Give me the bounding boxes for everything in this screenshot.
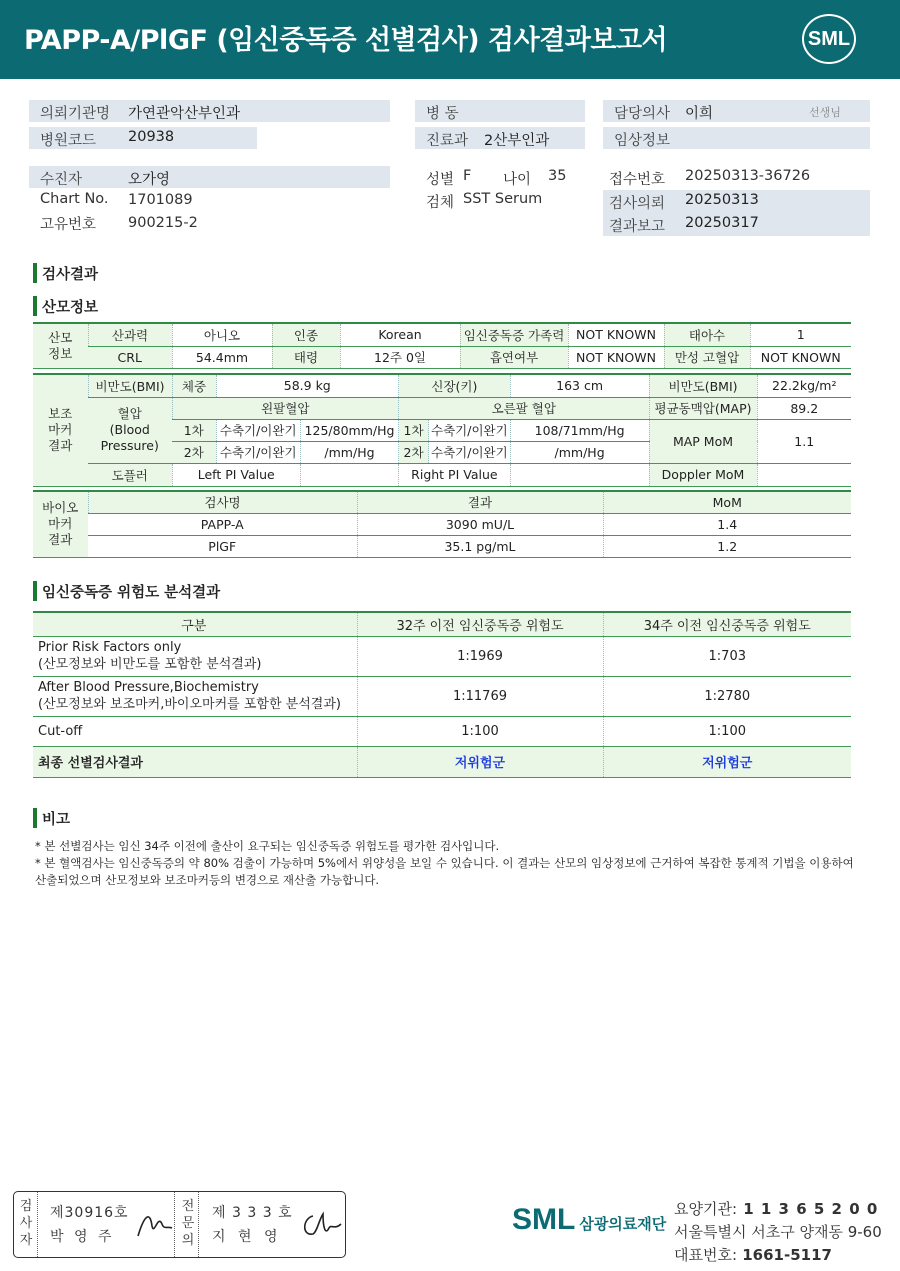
right-pi-label: Right PI Value — [399, 463, 511, 486]
final-result-row — [33, 746, 851, 777]
examiner-name: 박 영 주 — [50, 1229, 115, 1245]
bio-header-result: 결과 — [357, 491, 603, 513]
specialist-label: 전 문 의 — [181, 1199, 195, 1248]
footer-logo — [512, 1203, 666, 1237]
bmi-value: 22.2kg/m² — [757, 374, 851, 397]
htn-value: NOT KNOWN — [750, 346, 851, 368]
chart-value: 1701089 — [128, 192, 193, 208]
doppler-label: 도플러 — [88, 463, 172, 486]
risk-32-value: 1:1969 — [357, 636, 603, 676]
dept-value: 2산부인과 — [484, 133, 550, 149]
table-row — [33, 513, 851, 535]
doppler-mom-value — [757, 463, 851, 486]
final-result-label: 최종 선별검사결과 — [33, 746, 357, 777]
map-mom-label: MAP MoM — [649, 419, 757, 463]
aux-marker-table — [33, 373, 851, 487]
patient-value: 오가영 — [128, 172, 171, 188]
left-arm-label: 왼팔혈압 — [172, 397, 399, 419]
bio-mom: 1.2 — [603, 535, 851, 557]
crl-label: CRL — [88, 346, 172, 368]
sex-label: 성별 — [426, 172, 455, 188]
family-history-value: NOT KNOWN — [568, 323, 664, 346]
parity-value: 아니오 — [172, 323, 272, 346]
dept-label: 진료과 — [426, 133, 469, 149]
ga-value: 12주 0일 — [340, 346, 460, 368]
specialist-signature — [299, 1206, 343, 1242]
section-results: 검사결과 — [33, 263, 98, 283]
unique-value: 900215-2 — [128, 215, 198, 231]
risk-header-32: 32주 이전 임신중독증 위험도 — [357, 612, 603, 636]
risk-row-sublabel: (산모정보와 보조마커,바이오마커를 포함한 분석결과) — [38, 697, 341, 712]
age-value: 35 — [548, 168, 567, 184]
hospital-code-row — [29, 127, 257, 149]
maternal-table — [33, 322, 851, 369]
risk-row-label: Cut-off — [33, 716, 357, 746]
height-label: 신장(키) — [399, 374, 511, 397]
right-bp-1: 108/71mm/Hg — [510, 419, 649, 441]
left-bp-1: 125/80mm/Hg — [300, 419, 398, 441]
left-pi-value — [300, 463, 398, 486]
footer-address: 서울특별시 서초구 양재동 9-60 — [674, 1223, 882, 1241]
ward-row — [415, 100, 585, 122]
smoking-label: 흡연여부 — [460, 346, 568, 368]
clinical-label: 임상정보 — [614, 133, 671, 149]
bio-mom: 1.4 — [603, 513, 851, 535]
weight-label: 체중 — [172, 374, 216, 397]
map-label: 평균동맥압(MAP) — [649, 397, 757, 419]
section-remarks: 비고 — [33, 808, 70, 828]
footer-sml: SML — [512, 1203, 576, 1236]
bio-result: 35.1 pg/mL — [357, 535, 603, 557]
parity-label: 산과력 — [88, 323, 172, 346]
race-value: Korean — [340, 323, 460, 346]
dates-block — [603, 190, 870, 236]
footer-info — [674, 1198, 882, 1267]
biomarker-table — [33, 490, 851, 558]
age-label: 나이 — [503, 172, 532, 188]
bp-group-label: 혈압 (Blood Pressure) — [88, 397, 172, 463]
right-pi-value — [510, 463, 649, 486]
right-first-label: 1차 — [399, 419, 429, 441]
right-second-label: 2차 — [399, 441, 429, 463]
aux-side-label: 보조 마커 결과 — [33, 374, 88, 486]
table-row — [33, 716, 851, 746]
footer-code-label: 요양기관: — [674, 1200, 738, 1218]
table-row — [33, 676, 851, 716]
patient-row — [29, 166, 390, 188]
bio-header-name: 검사명 — [88, 491, 357, 513]
smoking-value: NOT KNOWN — [568, 346, 664, 368]
doctor-label: 담당의사 — [614, 106, 671, 122]
final-result-32: 저위험군 — [357, 746, 603, 777]
report-header — [0, 0, 900, 79]
hospital-code-label: 병원코드 — [40, 133, 97, 149]
sml-logo-text: SML — [807, 28, 851, 50]
risk-32-value: 1:11769 — [357, 676, 603, 716]
dept-row — [415, 127, 585, 149]
left-sysdia-label-2: 수축기/이완기 — [216, 441, 300, 463]
height-value: 163 cm — [510, 374, 649, 397]
left-bp-2: /mm/Hg — [300, 441, 398, 463]
section-maternal: 산모정보 — [33, 296, 98, 316]
patient-label: 수진자 — [40, 172, 83, 188]
specimen-value: SST Serum — [463, 191, 543, 207]
left-second-label: 2차 — [172, 441, 216, 463]
risk-row-label: Prior Risk Factors only — [38, 640, 182, 655]
risk-34-value: 1:100 — [603, 716, 851, 746]
map-mom-value: 1.1 — [757, 419, 851, 463]
risk-row-sublabel: (산모정보와 비만도를 포함한 분석결과) — [38, 657, 262, 672]
risk-34-value: 1:2780 — [603, 676, 851, 716]
request-org-value: 가연관악산부인과 — [128, 106, 241, 122]
family-history-label: 임신중독증 가족력 — [460, 323, 568, 346]
request-date-value: 20250313 — [685, 192, 759, 208]
race-label: 인종 — [272, 323, 340, 346]
remark-line: * 본 선별검사는 임신 34주 이전에 출산이 요구되는 임신중독증 위험도를 평가한 검사입니다. — [35, 839, 500, 853]
footer-phone-label: 대표번호: — [674, 1246, 738, 1264]
doctor-value: 이희 — [685, 106, 714, 122]
ward-label: 병 동 — [426, 106, 459, 122]
doppler-mom-label: Doppler MoM — [649, 463, 757, 486]
ga-label: 태령 — [272, 346, 340, 368]
maternal-side-label: 산모 정보 — [33, 323, 88, 368]
examiner-license: 제30916호 — [50, 1205, 129, 1221]
request-org-label: 의뢰기관명 — [40, 106, 111, 122]
footer-org-name: 삼광의료재단 — [579, 1215, 667, 1233]
hospital-code-value: 20938 — [128, 129, 175, 145]
request-date-label: 검사의뢰 — [609, 196, 666, 212]
bio-header-mom: MoM — [603, 491, 851, 513]
receipt-label: 접수번호 — [609, 172, 666, 188]
request-org-row — [29, 100, 390, 122]
left-sysdia-label-1: 수축기/이완기 — [216, 419, 300, 441]
specimen-label: 검체 — [426, 195, 455, 211]
report-date-label: 결과보고 — [609, 219, 666, 235]
specialist-name: 지 현 영 — [212, 1229, 282, 1245]
unique-label: 고유번호 — [40, 217, 97, 233]
right-bp-2: /mm/Hg — [510, 441, 649, 463]
bio-name: PlGF — [88, 535, 357, 557]
bio-result: 3090 mU/L — [357, 513, 603, 535]
right-sysdia-label-2: 수축기/이완기 — [429, 441, 511, 463]
clinical-row — [603, 127, 870, 149]
table-row — [33, 636, 851, 676]
chart-label: Chart No. — [40, 191, 109, 207]
examiner-signature — [134, 1206, 174, 1242]
right-arm-label: 오른팔 혈압 — [399, 397, 649, 419]
section-risk: 임신중독증 위험도 분석결과 — [33, 581, 220, 601]
bmi-label: 비만도(BMI) — [649, 374, 757, 397]
risk-34-value: 1:703 — [603, 636, 851, 676]
map-value: 89.2 — [757, 397, 851, 419]
signature-box — [13, 1191, 346, 1258]
right-sysdia-label-1: 수축기/이완기 — [429, 419, 511, 441]
left-first-label: 1차 — [172, 419, 216, 441]
footer-code: 1 1 3 6 5 2 0 0 — [737, 1200, 879, 1218]
fetus-label: 태아수 — [664, 323, 750, 346]
crl-value: 54.4mm — [172, 346, 272, 368]
report-title: PAPP-A/PlGF (임신중독증 선별검사) 검사결과보고서 — [24, 25, 668, 56]
risk-table — [33, 611, 851, 778]
weight-value: 58.9 kg — [216, 374, 399, 397]
sml-logo — [802, 14, 856, 64]
htn-label: 만성 고혈압 — [664, 346, 750, 368]
remarks-text — [35, 838, 855, 889]
fetus-value: 1 — [750, 323, 851, 346]
remark-line: * 본 혈액검사는 임신중독증의 약 80% 검출이 가능하며 5%에서 위양성을 보일 수 있습니다. 이 결과는 산모의 임상정보에 근거하여 복잡한 통계적 기법을 이용하여 산출되었으며 산모정보와 보조마커등의 변경으로 재산출 가능합니다. — [35, 856, 854, 887]
risk-header-category: 구분 — [33, 612, 357, 636]
sex-value: F — [463, 168, 472, 184]
examiner-label: 검 사 자 — [19, 1199, 33, 1248]
risk-row-label: After Blood Pressure,Biochemistry — [38, 680, 259, 695]
bmi-group-label: 비만도(BMI) — [88, 374, 172, 397]
left-pi-label: Left PI Value — [172, 463, 300, 486]
specialist-license: 제 3 3 3 호 — [212, 1205, 293, 1221]
doctor-suffix: 선생님 — [809, 106, 841, 119]
table-row — [33, 535, 851, 557]
doctor-row — [603, 100, 870, 122]
risk-32-value: 1:100 — [357, 716, 603, 746]
risk-header-34: 34주 이전 임신중독증 위험도 — [603, 612, 851, 636]
bio-name: PAPP-A — [88, 513, 357, 535]
report-date-value: 20250317 — [685, 215, 759, 231]
bio-side-label: 바이오 마커 결과 — [33, 491, 88, 557]
footer-phone: 1661-5117 — [737, 1246, 832, 1264]
final-result-34: 저위험군 — [603, 746, 851, 777]
receipt-value: 20250313-36726 — [685, 168, 811, 184]
